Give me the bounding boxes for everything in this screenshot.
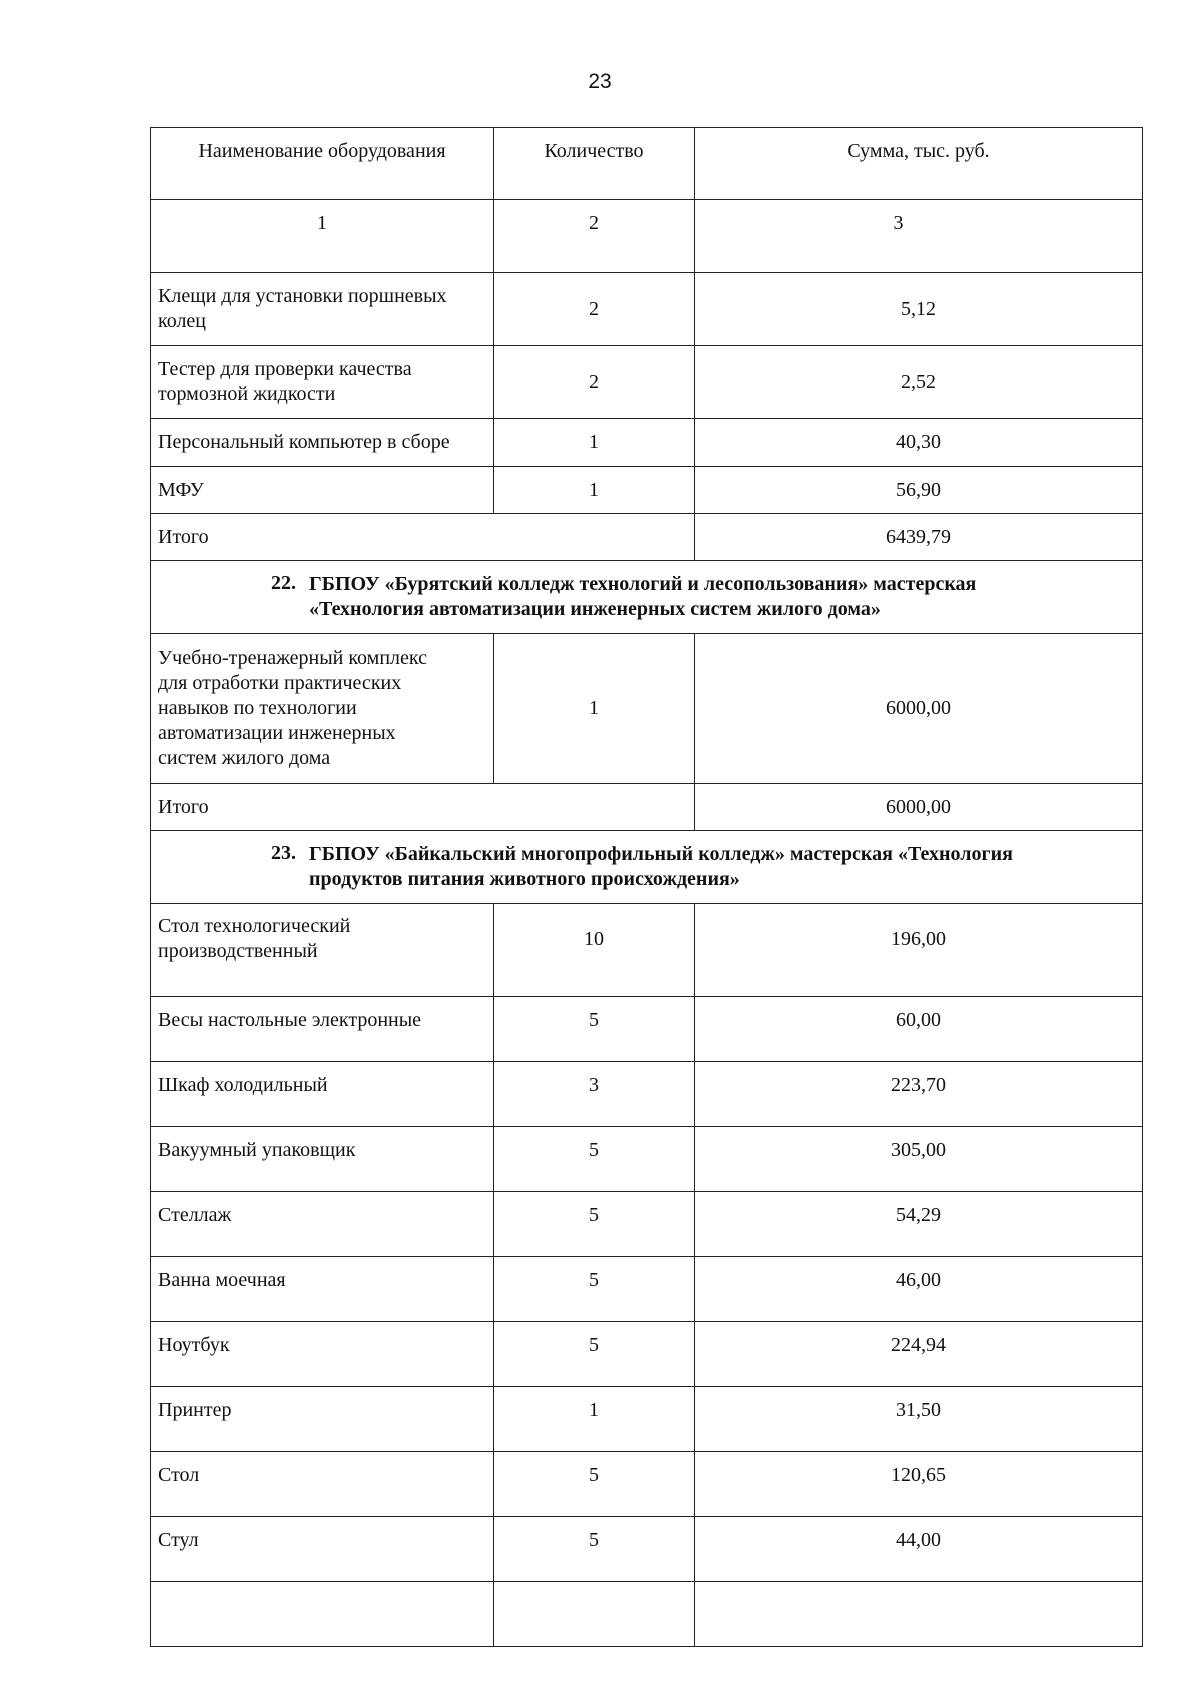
section-number: 23. — [271, 842, 296, 864]
item-name — [151, 273, 494, 345]
item-name-line: производственный — [158, 940, 318, 962]
header-equipment-name: Наименование оборудования — [151, 128, 494, 199]
item-sum: 224,94 — [891, 1334, 946, 1356]
item-qty: 2 — [494, 273, 695, 345]
table-row — [150, 346, 1143, 419]
item-qty: 1 — [494, 419, 695, 466]
item-name-line: Клещи для установки поршневых — [158, 285, 447, 307]
item-name: Принтер — [151, 1387, 494, 1451]
table-row — [150, 1517, 1143, 1582]
table-row — [150, 467, 1143, 514]
item-qty — [494, 1582, 695, 1646]
item-name-line: навыков по технологии — [158, 697, 357, 719]
item-qty: 5 — [494, 1257, 695, 1321]
table-row — [150, 1452, 1143, 1517]
item-name: МФУ — [151, 467, 494, 513]
header-quantity: Количество — [494, 128, 695, 199]
item-sum: 46,00 — [896, 1269, 941, 1291]
item-qty: 1 — [494, 1387, 695, 1451]
total-value: 6439,79 — [886, 525, 951, 548]
section-heading-22 — [150, 561, 1143, 634]
item-sum: 196,00 — [891, 928, 946, 950]
item-sum: 2,52 — [901, 370, 936, 393]
table-row — [150, 1192, 1143, 1257]
table-row — [150, 419, 1143, 467]
total-label: Итого — [151, 784, 695, 830]
item-name-line: тормозной жидкости — [158, 383, 336, 405]
item-sum: 56,90 — [896, 478, 941, 501]
column-number-2: 2 — [494, 200, 695, 272]
item-name-line: Стол технологический — [158, 915, 351, 937]
table-row — [150, 1257, 1143, 1322]
table-header-row — [150, 127, 1143, 200]
item-sum: 54,29 — [896, 1204, 941, 1226]
item-name: Стеллаж — [151, 1192, 494, 1256]
table-row — [150, 1322, 1143, 1387]
item-name-line: автоматизации инженерных — [158, 722, 396, 744]
table-row — [150, 904, 1143, 997]
table-row — [150, 1387, 1143, 1452]
item-sum: 60,00 — [896, 1009, 941, 1031]
item-qty: 5 — [494, 1322, 695, 1386]
item-qty: 5 — [494, 997, 695, 1061]
table-row — [150, 1582, 1143, 1647]
item-name — [151, 346, 494, 418]
item-name-line: для отработки практических — [158, 672, 402, 694]
header-sum: Сумма, тыс. руб. — [847, 140, 990, 162]
section-title — [309, 842, 1142, 892]
item-qty: 2 — [494, 346, 695, 418]
item-qty: 5 — [494, 1127, 695, 1191]
total-label: Итого — [151, 514, 695, 560]
item-name-line: систем жилого дома — [158, 747, 331, 769]
item-qty: 5 — [494, 1192, 695, 1256]
item-name: Ванна моечная — [151, 1257, 494, 1321]
item-sum — [695, 1582, 1142, 1646]
item-qty: 1 — [494, 634, 695, 783]
item-name: Весы настольные электронные — [151, 997, 494, 1061]
item-name: Стол — [151, 1452, 494, 1516]
item-qty: 5 — [494, 1452, 695, 1516]
item-sum: 44,00 — [896, 1529, 941, 1551]
item-name: Вакуумный упаковщик — [151, 1127, 494, 1191]
item-name: Ноутбук — [151, 1322, 494, 1386]
item-name — [151, 634, 494, 783]
column-numbers-row — [150, 200, 1143, 273]
item-name: Стул — [151, 1517, 494, 1581]
section-title-line: «Технология автоматизации инженерных систем жилого дома» — [309, 598, 881, 620]
equipment-table — [150, 127, 1143, 1647]
item-sum: 6000,00 — [886, 697, 951, 719]
column-number-3: 3 — [893, 212, 904, 234]
item-sum: 5,12 — [901, 297, 936, 320]
item-name-line: Учебно-тренажерный комплекс — [158, 647, 427, 669]
item-sum: 40,30 — [896, 431, 941, 453]
item-sum: 120,65 — [891, 1464, 946, 1486]
item-qty: 5 — [494, 1517, 695, 1581]
page-number: 23 — [588, 70, 612, 93]
total-row — [150, 784, 1143, 831]
table-row — [150, 1127, 1143, 1192]
section-number: 22. — [271, 572, 296, 594]
item-qty: 3 — [494, 1062, 695, 1126]
total-row — [150, 514, 1143, 561]
table-row — [150, 273, 1143, 346]
section-title-line: ГБПОУ «Байкальский многопрофильный колледж» мастерская «Технология — [309, 843, 1013, 865]
item-name: Персональный компьютер в сборе — [151, 419, 494, 466]
item-name — [151, 1582, 494, 1646]
table-row — [150, 1062, 1143, 1127]
item-name-line: колец — [158, 310, 206, 332]
item-sum: 305,00 — [891, 1139, 946, 1161]
table-row — [150, 634, 1143, 784]
section-title-line: продуктов питания животного происхождения» — [309, 868, 740, 890]
item-qty: 10 — [494, 904, 695, 996]
item-name — [151, 904, 494, 996]
item-qty: 1 — [494, 467, 695, 513]
total-value: 6000,00 — [886, 795, 951, 818]
item-name: Шкаф холодильный — [151, 1062, 494, 1126]
section-title — [309, 572, 1142, 622]
item-name-line: Тестер для проверки качества — [158, 358, 412, 380]
table-row — [150, 997, 1143, 1062]
section-title-line: ГБПОУ «Бурятский колледж технологий и лесопользования» мастерская — [309, 573, 977, 595]
column-number-1: 1 — [151, 200, 494, 272]
item-sum: 223,70 — [891, 1074, 946, 1096]
section-heading-23 — [150, 831, 1143, 904]
item-sum: 31,50 — [896, 1399, 941, 1421]
